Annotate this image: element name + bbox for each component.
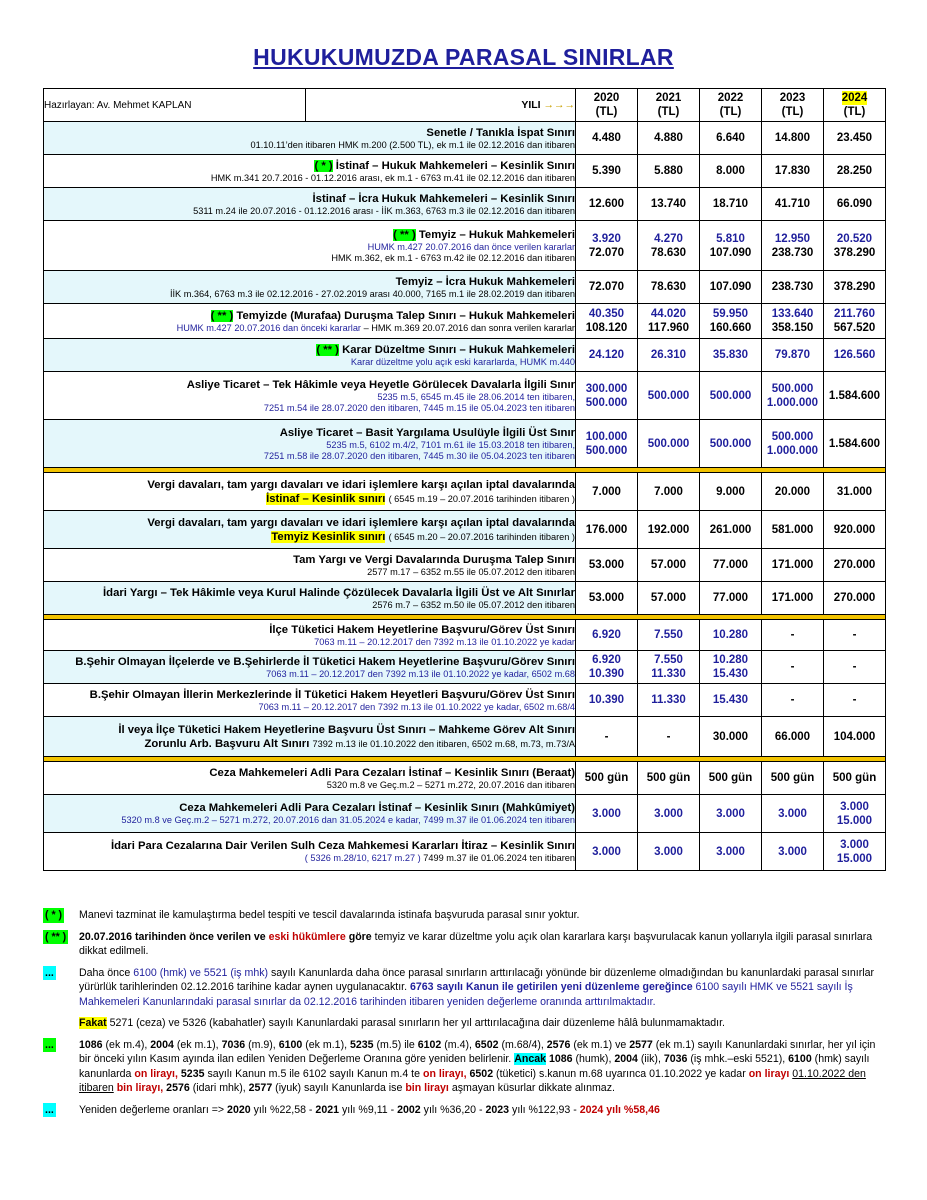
row-sub-blue: 7063 m.11 – 20.12.2017 den 7392 m.13 ile 01.10.2022 ye kadar, 6502 m.68 xyxy=(266,668,575,679)
value-cell: 57.000 xyxy=(638,582,700,615)
value-cell: 7.000 xyxy=(638,473,700,511)
row-sub: 7499 m.37 ile 01.06.2024 ten itibaren xyxy=(423,853,575,863)
year-label: YILI xyxy=(521,99,541,111)
year-2024: 2024 (TL) xyxy=(824,89,886,122)
table-row xyxy=(44,420,886,468)
value-cell: 79.870 xyxy=(762,339,824,372)
value-cell: 41.710 xyxy=(762,188,824,221)
value-cell: 26.310 xyxy=(638,339,700,372)
header-row xyxy=(44,89,886,122)
row-title-2: İstinaf – Kesinlik sınırı xyxy=(266,492,386,505)
value-cell: - xyxy=(824,651,886,684)
value-cell: 500.000 xyxy=(700,372,762,420)
footnotes xyxy=(43,908,888,1124)
row-sub: 5320 m.8 ve Geç.m.2 – 5271 m.272, 20.07.2016 dan itibaren xyxy=(326,779,575,790)
row-sub: ( 6545 m.19 – 20.07.2016 tarihinden itibaren ) xyxy=(388,493,575,504)
row-title: Ceza Mahkemeleri Adli Para Cezaları İstinaf – Kesinlik Sınırı (Beraat) xyxy=(209,766,575,779)
table-row xyxy=(44,155,886,188)
value-cell: 1.584.600 xyxy=(824,372,886,420)
table-row xyxy=(44,122,886,155)
table-row xyxy=(44,684,886,717)
row-sub-blue: 5235 m.5, 6545 m.45 ile 28.06.2014 ten itibaren, xyxy=(377,391,575,402)
value-cell: 5.880 xyxy=(638,155,700,188)
table-row xyxy=(44,271,886,304)
row-sub: İİK m.364, 6763 m.3 ile 02.12.2016 - 27.02.2019 arası 40.000, 7165 m.1 ile 28.02.2019 dan itibaren xyxy=(169,288,575,299)
row-title: İstinaf – Hukuk Mahkemeleri – Kesinlik Sınırı xyxy=(335,159,575,172)
value-cell: 500 gün xyxy=(762,762,824,795)
value-cell: 17.830 xyxy=(762,155,824,188)
mark-badge: ( * ) xyxy=(314,159,333,172)
note-marker: ( ** ) xyxy=(45,930,67,943)
table-row xyxy=(44,221,886,271)
value-cell: 11.330 xyxy=(638,684,700,717)
value-cell: - xyxy=(824,684,886,717)
row-title: Temyiz – Hukuk Mahkemeleri xyxy=(418,228,575,241)
value-cell: 3.000 xyxy=(700,795,762,833)
year-2023: 2023 (TL) xyxy=(762,89,824,122)
value-cell: 211.760 567.520 xyxy=(824,304,886,339)
row-sub-blue: 5235 m.5, 6102 m.4/2, 7101 m.61 ile 15.03.2018 ten itibaren, xyxy=(326,439,575,450)
note-5: ... 1086 (ek m.4), 2004 (ek m.1), 7036 (m.9), 6100 (ek m.1), 5235 (m.5) ile 6102 (m.4), 6502 (m.68/4), 2576 (ek m.1) ve 2577 (ek m.1) sayılı Kanunlardaki sınırlar, her yıl için bir önceki yılın Kasım ayında ilan edilen Yeniden Değerleme Oranına göre yeniden belirlenir. Ancak 1086 (humk), 2004 (iik), 7036 (iş mhk.–eski 5521), 6100 (hmk) sayılı kanunlarda on lirayı, 5235 sayılı Kanun m.5 ile 6102 sayılı Kanun m.4 te on lirayı, 6502 (tüketici) s.kanun m.68 uyarınca 01.10.2022 ye kadar on lirayı 01.10.2022 den itibaren bin lirayı, 2576 (idari mhk), 2577 (iyuk) sayılı Kanunlarda ise bin lirayı aşmayan küsurlar dikkate alınmaz. xyxy=(45,1038,876,1094)
value-cell: 35.830 xyxy=(700,339,762,372)
row-sub: – HMK m.369 20.07.2016 dan sonra verilen kararlar xyxy=(363,322,575,333)
note-2: ( ** ) 20.07.2016 tarihinden önce verilen ve eski hükümlere göre temyiz ve karar düzeltme yolu açık olan kararlara karşı başvurulacak kanun yollarıyla ilgili parasal sınırlara dikkat edilmeli. xyxy=(45,930,873,957)
value-cell: 53.000 xyxy=(576,549,638,582)
row-title: İl veya İlçe Tüketici Hakem Heyetlerine Başvuru Üst Sınırı – Mahkeme Görev Alt Sınırı xyxy=(118,723,575,736)
row-sub: HMK m.362, ek m.1 - 6763 m.42 ile 02.12.2016 dan itibaren xyxy=(331,252,575,263)
row-title: Asliye Ticaret – Basit Yargılama Usulüyle İlgili Üst Sınır xyxy=(279,426,575,439)
value-cell: 3.000 15.000 xyxy=(824,833,886,871)
row-sub-blue: 7063 m.11 – 20.12.2017 den 7392 m.13 ile 01.10.2022 ye kadar, 6502 m.68/4 xyxy=(258,701,575,712)
value-cell: 171.000 xyxy=(762,549,824,582)
row-sub-blue: 7063 m.11 – 20.12.2017 den 7392 m.13 ile 01.10.2022 ye kadar xyxy=(314,636,575,647)
row-title: B.Şehir Olmayan İlçelerde ve B.Şehirlerde İl Tüketici Hakem Heyetlerine Başvuru/Görev Sınırı xyxy=(75,655,575,668)
value-cell: 12.950 238.730 xyxy=(762,221,824,271)
value-cell: 581.000 xyxy=(762,511,824,549)
table-row xyxy=(44,473,886,511)
value-cell: 15.430 xyxy=(700,684,762,717)
value-cell: 10.280 15.430 xyxy=(700,651,762,684)
row-sub: 2577 m.17 – 6352 m.55 ile 05.07.2012 den itibaren xyxy=(367,566,575,577)
value-cell: 5.810 107.090 xyxy=(700,221,762,271)
mark-badge: ( ** ) xyxy=(393,228,416,241)
value-cell: 176.000 xyxy=(576,511,638,549)
value-cell: 3.000 15.000 xyxy=(824,795,886,833)
value-cell: 500 gün xyxy=(700,762,762,795)
value-cell: 3.920 72.070 xyxy=(576,221,638,271)
table-row xyxy=(44,549,886,582)
row-title: İdari Yargı – Tek Hâkimle veya Kurul Halinde Çözülecek Davalarla İlgili Üst ve Alt Sınırlar xyxy=(103,586,575,599)
row-title: Karar Düzeltme Sınırı – Hukuk Mahkemeleri xyxy=(342,343,575,356)
value-cell: 5.390 xyxy=(576,155,638,188)
value-cell: 7.550 11.330 xyxy=(638,651,700,684)
row-title: İstinaf – İcra Hukuk Mahkemeleri – Kesinlik Sınırı xyxy=(312,192,575,205)
value-cell: 3.000 xyxy=(762,833,824,871)
value-cell: 500.000 1.000.000 xyxy=(762,420,824,468)
row-sub-blue: 7251 m.58 ile 28.07.2020 den itibaren, 7445 m.30 ile 05.04.2023 ten itibaren xyxy=(263,450,575,461)
note-3: ... Daha önce 6100 (hmk) ve 5521 (iş mhk) sayılı Kanunlarda daha önce parasal sınırların arttırılacağı yönünde bir düzenleme olmadığından bu kanunlardaki parasal sınırlar yürürlük tarihlerinden 02.12.2016 tarihine kadar aynen uygulanacaktır. 6763 sayılı Kanun ile getirilen yeni düzenleme gereğince 6100 sayılı HMK ve 5521 sayılı İş Mahkemeleri Kanunlarındaki parasal sınırlar da 02.12.2016 tarihinden itibaren yeniden değerleme oranında arttırılmaktadır. xyxy=(45,966,875,1008)
year-2021: 2021 (TL) xyxy=(638,89,700,122)
value-cell: 4.270 78.630 xyxy=(638,221,700,271)
value-cell: 192.000 xyxy=(638,511,700,549)
value-cell: 13.740 xyxy=(638,188,700,221)
row-title: Vergi davaları, tam yargı davaları ve idari işlemlere karşı açılan iptal davalarında xyxy=(147,478,575,491)
value-cell: 10.390 xyxy=(576,684,638,717)
value-cell: 31.000 xyxy=(824,473,886,511)
value-cell: - xyxy=(762,651,824,684)
value-cell: 78.630 xyxy=(638,271,700,304)
row-sub-blue: HUMK m.427 20.07.2016 dan önceki kararlar xyxy=(176,322,361,333)
row-sub: 2576 m.7 – 6352 m.50 ile 05.07.2012 den itibaren xyxy=(372,599,575,610)
row-sub-blue: ( 5326 m.28/10, 6217 m.27 ) xyxy=(304,853,421,863)
note-6: ... Yeniden değerleme oranları => 2020 yılı %22,58 - 2021 yılı %9,11 - 2002 yılı %36,20 - 2023 yılı %122,93 - 2024 yılı %58,46 xyxy=(45,1103,660,1116)
value-cell: 500 gün xyxy=(576,762,638,795)
row-title: Tam Yargı ve Vergi Davalarında Duruşma Talep Sınırı xyxy=(293,553,575,566)
value-cell: 30.000 xyxy=(700,717,762,757)
note-1 xyxy=(43,908,888,923)
row-title: Vergi davaları, tam yargı davaları ve idari işlemlere karşı açılan iptal davalarında xyxy=(147,516,575,529)
value-cell: 40.350 108.120 xyxy=(576,304,638,339)
year-2020: 2020 (TL) xyxy=(576,89,638,122)
value-cell: 6.920 xyxy=(576,620,638,651)
table-row xyxy=(44,717,886,757)
value-cell: 12.600 xyxy=(576,188,638,221)
table-row xyxy=(44,304,886,339)
row-sub: HMK m.341 20.7.2016 - 01.12.2016 arası, ek m.1 - 6763 m.41 ile 02.12.2016 dan itibaren xyxy=(210,172,575,183)
value-cell: 133.640 358.150 xyxy=(762,304,824,339)
value-cell: 14.800 xyxy=(762,122,824,155)
value-cell: 270.000 xyxy=(824,549,886,582)
value-cell: 66.000 xyxy=(762,717,824,757)
note-marker: ... xyxy=(45,966,54,979)
year-2022: 2022 (TL) xyxy=(700,89,762,122)
note-marker: ... xyxy=(45,1038,54,1051)
row-title: Senetle / Tanıkla İspat Sınırı xyxy=(426,126,575,139)
table-row xyxy=(44,833,886,871)
row-sub: 7392 m.13 ile 01.10.2022 den itibaren, 6502 m.68, m.73, m.73/A xyxy=(312,738,575,749)
note-4: Fakat 5271 (ceza) ve 5326 (kabahatler) sayılı Kanunlardaki parasal sınırların her yıl arttırılacağına dair düzenleme hâlâ bulunmamaktadır. xyxy=(79,1017,725,1029)
value-cell: 24.120 xyxy=(576,339,638,372)
value-cell: 500.000 1.000.000 xyxy=(762,372,824,420)
row-title: Temyizde (Murafaa) Duruşma Talep Sınırı – Hukuk Mahkemeleri xyxy=(236,309,575,322)
arrow-icon: →→→ xyxy=(543,99,575,111)
table-row xyxy=(44,762,886,795)
value-cell: 500.000 xyxy=(638,372,700,420)
value-cell: 77.000 xyxy=(700,582,762,615)
value-cell: - xyxy=(762,684,824,717)
row-title: İlçe Tüketici Hakem Heyetlerine Başvuru/Görev Üst Sınırı xyxy=(269,623,575,636)
value-cell: 3.000 xyxy=(576,795,638,833)
value-cell: 100.000 500.000 xyxy=(576,420,638,468)
value-cell: 378.290 xyxy=(824,271,886,304)
value-cell: 7.000 xyxy=(576,473,638,511)
value-cell: 238.730 xyxy=(762,271,824,304)
value-cell: 6.920 10.390 xyxy=(576,651,638,684)
value-cell: 3.000 xyxy=(576,833,638,871)
mark-badge: ( ** ) xyxy=(210,309,234,322)
table-row xyxy=(44,339,886,372)
note-marker: ... xyxy=(45,1103,54,1116)
value-cell: 77.000 xyxy=(700,549,762,582)
mark-badge: ( ** ) xyxy=(316,343,339,356)
value-cell: 500.000 xyxy=(638,420,700,468)
table-row xyxy=(44,795,886,833)
value-cell: 10.280 xyxy=(700,620,762,651)
row-sub: 5311 m.24 ile 20.07.2016 - 01.12.2016 arası - İİK m.363, 6763 m.3 ile 02.12.2016 dan itibaren xyxy=(193,205,575,216)
value-cell: 3.000 xyxy=(700,833,762,871)
note-marker: ( * ) xyxy=(45,909,63,921)
value-cell: 126.560 xyxy=(824,339,886,372)
value-cell: 8.000 xyxy=(700,155,762,188)
row-title: Asliye Ticaret – Tek Hâkimle veya Heyetle Görülecek Davalarla İlgili Sınır xyxy=(186,378,575,391)
table-row xyxy=(44,582,886,615)
row-sub-blue: 7251 m.54 ile 28.07.2020 den itibaren, 7445 m.15 ile 05.04.2023 ten itibaren xyxy=(263,402,575,413)
value-cell: - xyxy=(824,620,886,651)
table-row xyxy=(44,651,886,684)
value-cell: 28.250 xyxy=(824,155,886,188)
value-cell: 57.000 xyxy=(638,549,700,582)
value-cell: 7.550 xyxy=(638,620,700,651)
value-cell: 920.000 xyxy=(824,511,886,549)
value-cell: 500 gün xyxy=(824,762,886,795)
value-cell: 107.090 xyxy=(700,271,762,304)
row-title: Ceza Mahkemeleri Adli Para Cezaları İstinaf – Kesinlik Sınırı (Mahkûmiyet) xyxy=(179,802,575,814)
value-cell: 4.480 xyxy=(576,122,638,155)
value-cell: 9.000 xyxy=(700,473,762,511)
limits-table xyxy=(43,88,886,871)
value-cell: 23.450 xyxy=(824,122,886,155)
value-cell: - xyxy=(638,717,700,757)
table-row xyxy=(44,511,886,549)
row-sub: ( 6545 m.20 – 20.07.2016 tarihinden itibaren ) xyxy=(388,531,575,542)
value-cell: 1.584.600 xyxy=(824,420,886,468)
value-cell: 3.000 xyxy=(638,833,700,871)
row-sub-blue: HUMK m.427 20.07.2016 dan önce verilen kararlar xyxy=(367,241,575,252)
value-cell: 44.020 117.960 xyxy=(638,304,700,339)
value-cell: 3.000 xyxy=(638,795,700,833)
prepared-by: Hazırlayan: Av. Mehmet KAPLAN xyxy=(44,89,306,122)
value-cell: 20.000 xyxy=(762,473,824,511)
row-title-2: Temyiz Kesinlik sınırı xyxy=(271,530,386,543)
row-sub: 01.10.11’den itibaren HMK m.200 (2.500 TL), ek m.1 ile 02.12.2016 dan itibaren xyxy=(250,139,575,150)
value-cell: 66.090 xyxy=(824,188,886,221)
value-cell: 18.710 xyxy=(700,188,762,221)
value-cell: 3.000 xyxy=(762,795,824,833)
value-cell: 261.000 xyxy=(700,511,762,549)
row-sub-blue: Karar düzeltme yolu açık eski kararlarda, HUMK m.440 xyxy=(350,356,575,367)
value-cell: 53.000 xyxy=(576,582,638,615)
value-cell: - xyxy=(762,620,824,651)
value-cell: 20.520 378.290 xyxy=(824,221,886,271)
note-text: Manevi tazminat ile kamulaştırma bedel tespiti ve tescil davalarında istinafa başvuruda parasal sınır yoktur. xyxy=(79,909,580,921)
value-cell: 104.000 xyxy=(824,717,886,757)
value-cell: 6.640 xyxy=(700,122,762,155)
value-cell: 500 gün xyxy=(638,762,700,795)
page-title: HUKUKUMUZDA PARASAL SINIRLAR xyxy=(253,44,674,70)
row-title-2: Zorunlu Arb. Başvuru Alt Sınırı xyxy=(144,737,310,750)
table-row xyxy=(44,188,886,221)
row-title: Temyiz – İcra Hukuk Mahkemeleri xyxy=(395,275,575,288)
table-row xyxy=(44,620,886,651)
table-row xyxy=(44,372,886,420)
year-label-cell xyxy=(306,89,576,122)
value-cell: 171.000 xyxy=(762,582,824,615)
value-cell: 300.000 500.000 xyxy=(576,372,638,420)
row-sub-blue: 5320 m.8 ve Geç.m.2 – 5271 m.272, 20.07.2016 dan 31.05.2024 e kadar, 7499 m.37 ile 01.06.2024 ten itibaren xyxy=(121,815,575,825)
row-title: B.Şehir Olmayan İllerin Merkezlerinde İl Tüketici Hakem Heyetleri Başvuru/Görev Üst Sınırı xyxy=(89,688,575,701)
value-cell: 270.000 xyxy=(824,582,886,615)
row-title: İdari Para Cezalarına Dair Verilen Sulh Ceza Mahkemesi Kararları İtiraz – Kesinlik Sınırı xyxy=(110,840,575,852)
value-cell: 4.880 xyxy=(638,122,700,155)
value-cell: 500.000 xyxy=(700,420,762,468)
value-cell: - xyxy=(576,717,638,757)
value-cell: 72.070 xyxy=(576,271,638,304)
value-cell: 59.950 160.660 xyxy=(700,304,762,339)
